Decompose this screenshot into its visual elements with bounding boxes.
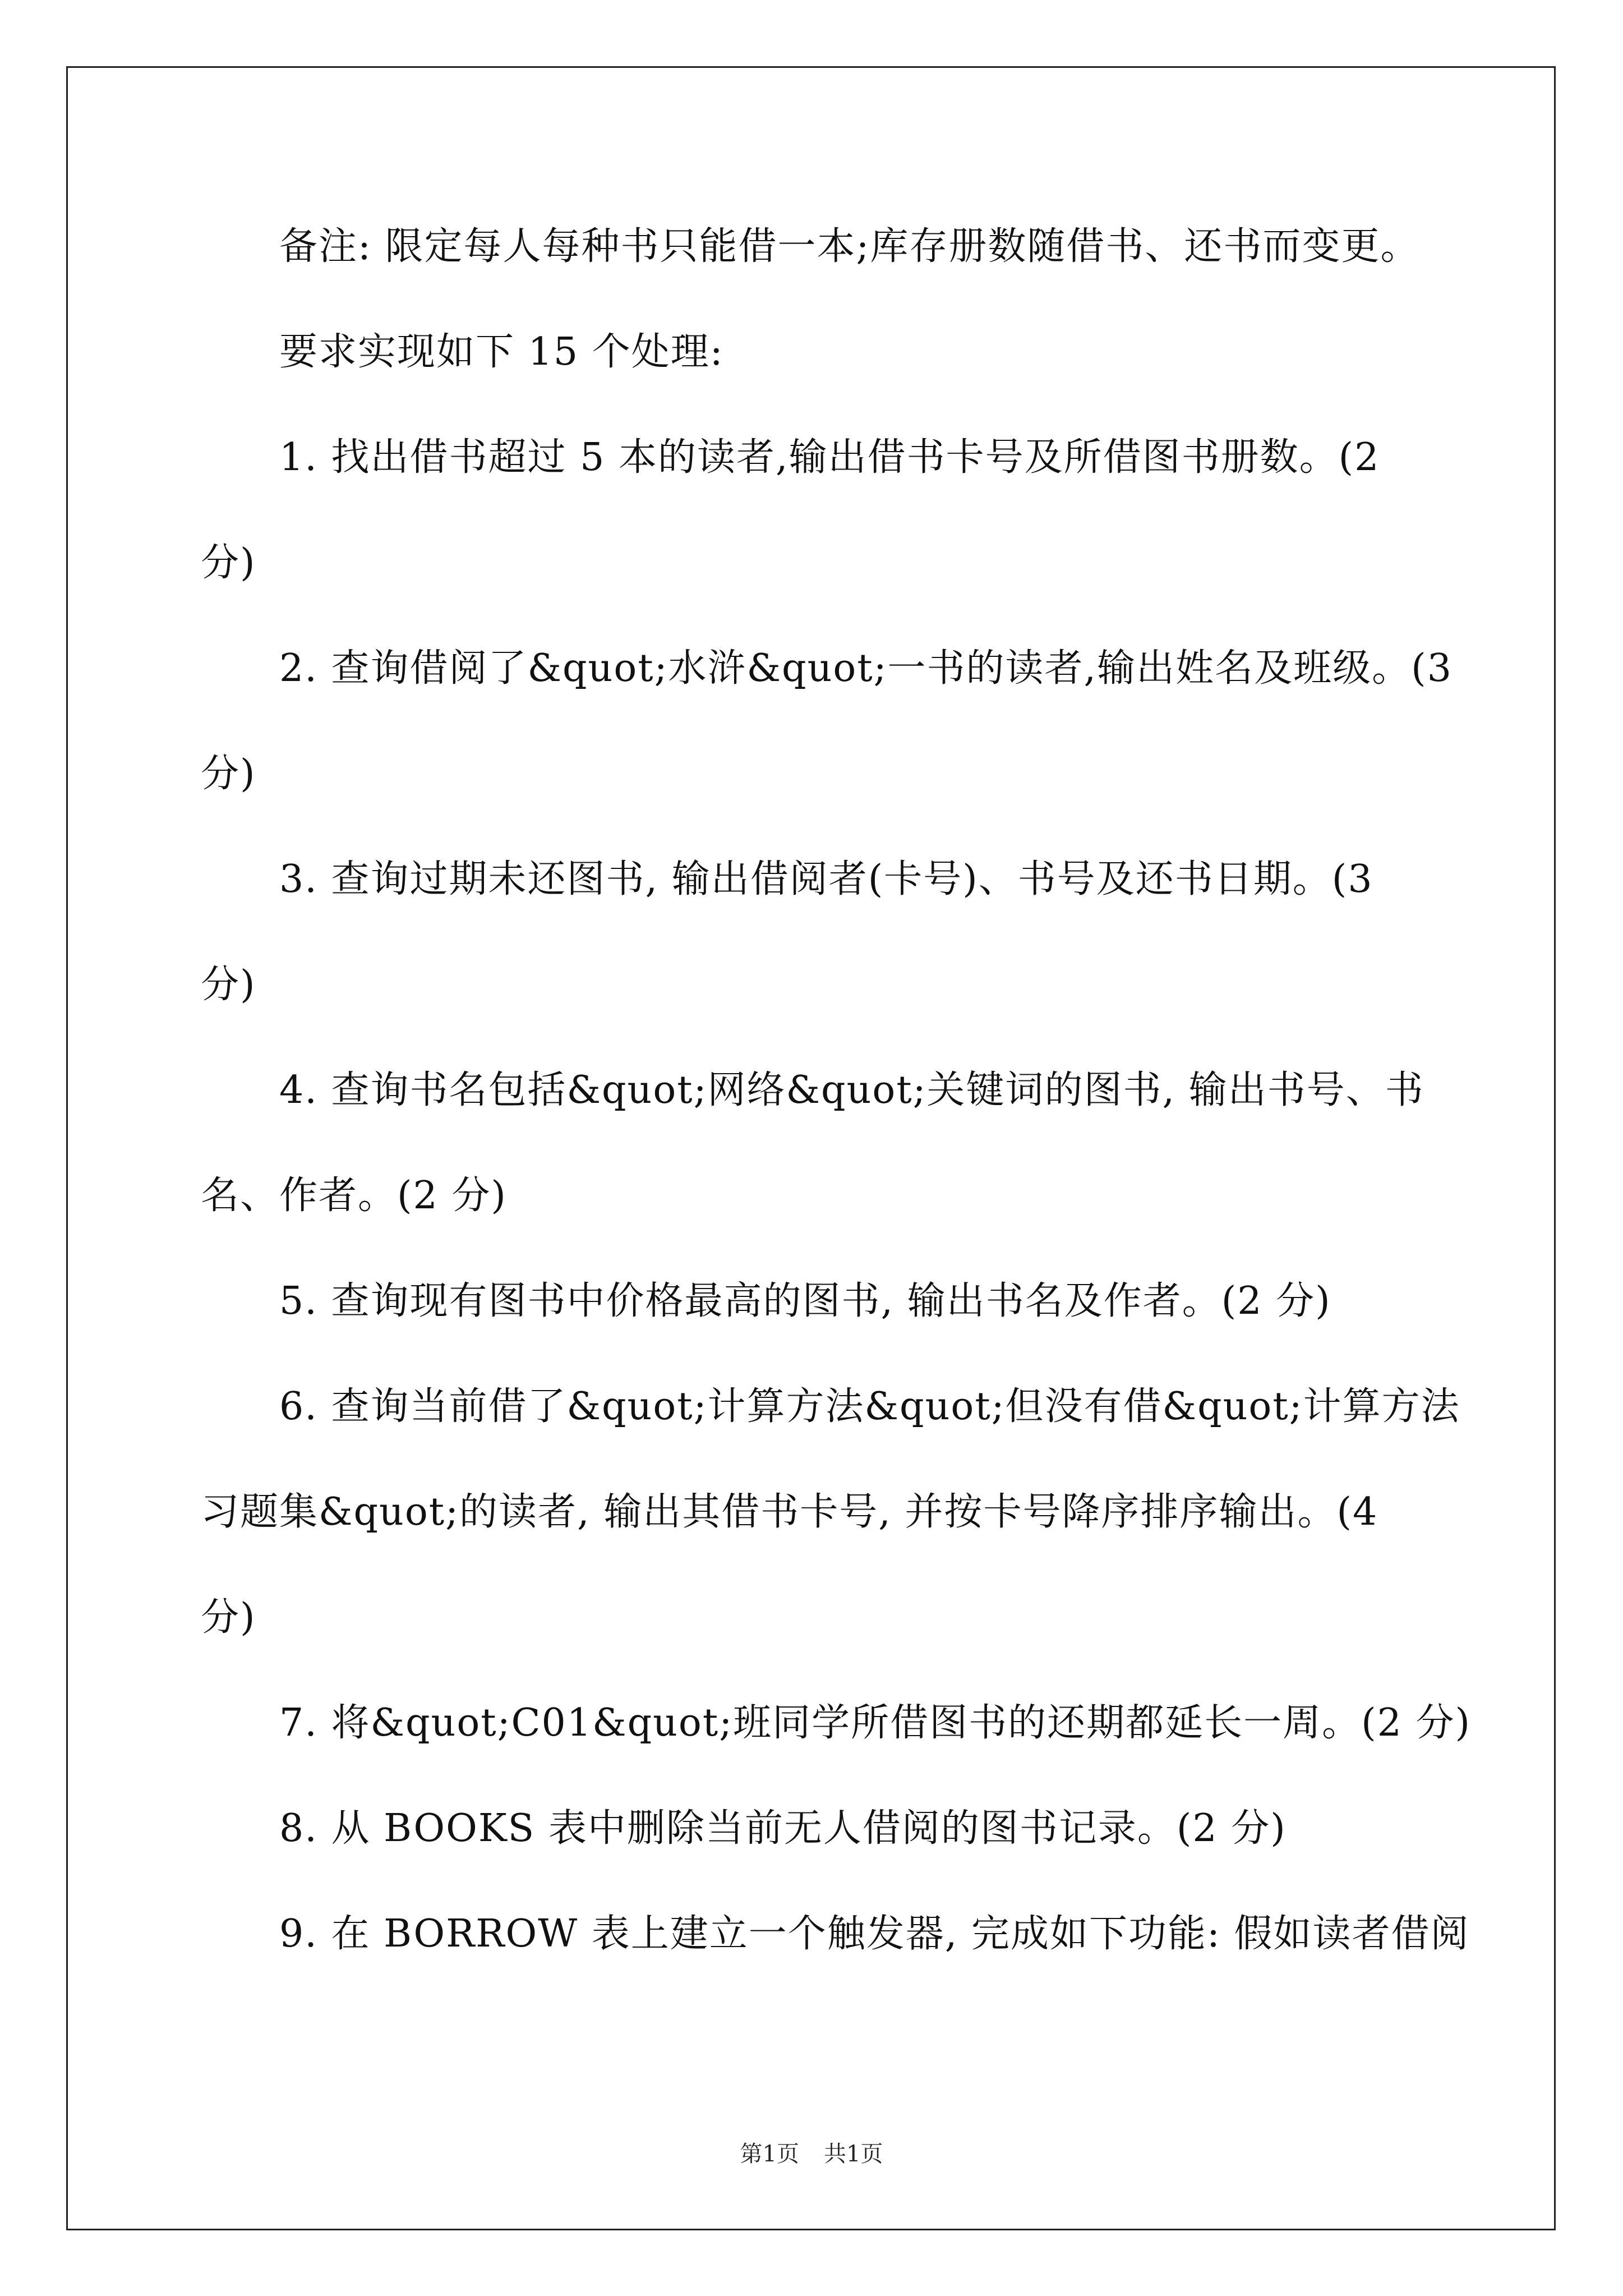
item-2-line-2: 分)	[201, 752, 256, 796]
item-3-line-2: 分)	[201, 963, 256, 1007]
item-5: 5. 查询现有图书中价格最高的图书, 输出书名及作者。(2 分)	[279, 1279, 1331, 1323]
item-9-line-1: 9. 在 BORROW 表上建立一个触发器, 完成如下功能: 假如读者借阅	[279, 1912, 1470, 1956]
item-2-line-1: 2. 查询借阅了&quot;水浒&quot;一书的读者,输出姓名及班级。(3	[279, 646, 1453, 691]
page-footer	[0, 2136, 1623, 2168]
paragraph-note: 备注: 限定每人每种书只能借一本;库存册数随借书、还书而变更。	[279, 224, 1420, 269]
page-total: 共1页	[824, 2141, 883, 2167]
item-7: 7. 将&quot;C01&quot;班同学所借图书的还期都延长一周。(2 分)	[279, 1701, 1472, 1745]
item-1-line-2: 分)	[201, 541, 256, 585]
item-6-line-2: 习题集&quot;的读者, 输出其借书卡号, 并按卡号降序排序输出。(4	[201, 1490, 1378, 1534]
item-4-line-1: 4. 查询书名包括&quot;网络&quot;关键词的图书, 输出书号、书	[279, 1068, 1424, 1112]
page-number: 第1页	[740, 2141, 799, 2167]
page-border	[66, 66, 1556, 2230]
item-4-line-2: 名、作者。(2 分)	[201, 1174, 507, 1218]
item-1-line-1: 1. 找出借书超过 5 本的读者,输出借书卡号及所借图书册数。(2	[279, 435, 1380, 480]
item-8: 8. 从 BOOKS 表中删除当前无人借阅的图书记录。(2 分)	[279, 1806, 1287, 1851]
item-6-line-3: 分)	[201, 1595, 256, 1640]
item-3-line-1: 3. 查询过期未还图书, 输出借阅者(卡号)、书号及还书日期。(3	[279, 857, 1373, 901]
item-6-line-1: 6. 查询当前借了&quot;计算方法&quot;但没有借&quot;计算方法	[279, 1384, 1460, 1429]
paragraph-requirements: 要求实现如下 15 个处理:	[279, 330, 724, 374]
